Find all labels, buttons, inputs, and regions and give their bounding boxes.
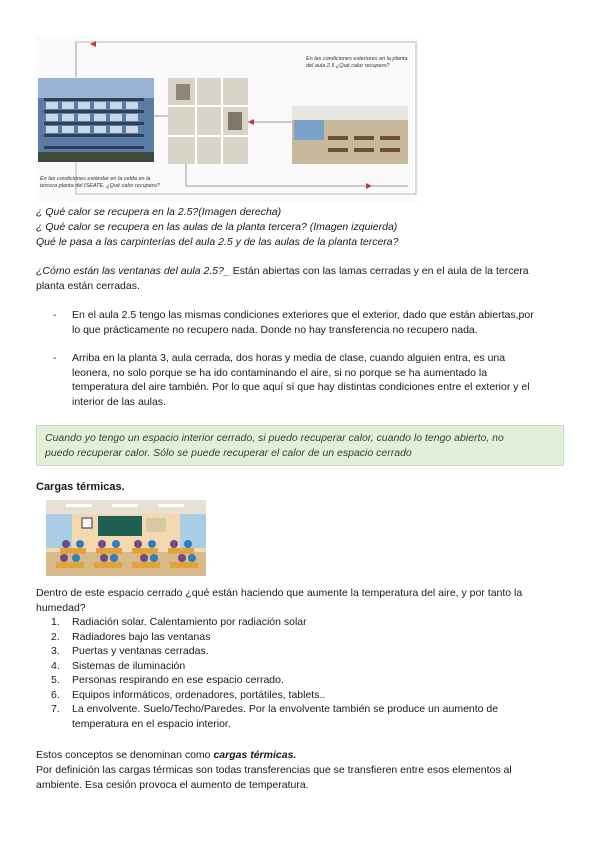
list-text: temperatura en el espacio interior. xyxy=(72,717,231,730)
intro-line: Dentro de este espacio cerrado ¿qué están haciendo que aumente la temperatura del aire, y por tanto la xyxy=(36,587,523,599)
list-text: Sistemas de iluminación xyxy=(72,659,186,672)
concept-term: cargas térmicas. xyxy=(213,749,297,761)
list-number: 4. xyxy=(51,659,60,672)
list-number: 7. xyxy=(51,703,60,715)
figure-right-caption: En las condiciones exteriores en la planta del aula 2.5 ¿Qué calor recupero? xyxy=(306,56,408,69)
windows-paragraph xyxy=(36,264,564,279)
thermal-loads-list xyxy=(51,615,561,731)
intro-paragraph xyxy=(36,586,564,615)
definition-line: ambiente. Esa cesión provoca el aumento de temperatura. xyxy=(36,778,309,791)
classroom-illustration xyxy=(46,500,206,576)
list-text: Radiadores bajo las ventanas xyxy=(72,630,211,643)
bullet-1-line: lo que prácticamente no recupero nada. Donde no hay transferencia no recupero nada. xyxy=(72,323,478,336)
question-1: ¿ Qué calor se recupera en la 2.5?(Imagen derecha) xyxy=(36,206,282,218)
list-text: Equipos informáticos, ordenadores, portátiles, tablets.. xyxy=(72,688,326,701)
bullet-1-mark: - xyxy=(53,309,57,321)
concept-prefix: Estos conceptos se denominan como xyxy=(36,749,214,761)
section-heading: Cargas térmicas. xyxy=(36,481,125,493)
list-number: 6. xyxy=(51,688,60,701)
list-item xyxy=(51,615,561,630)
list-text: Puertas y ventanas cerradas. xyxy=(72,645,209,657)
list-number: 5. xyxy=(51,674,60,686)
bullet-1-text xyxy=(72,308,567,337)
windows-question: ¿Cómo están las ventanas del aula 2.5?_ xyxy=(36,265,230,277)
concept-sentence xyxy=(36,748,296,763)
intro-line: humedad? xyxy=(36,601,86,614)
question-3: Qué le pasa a las carpinterías del aula 2.5 y de las aulas de la planta tercera? xyxy=(36,236,399,248)
note-line: Cuando yo tengo un espacio interior cerrado, si puedo recuperar calor, cuando lo tengo abierto, no xyxy=(45,432,504,444)
definition-line: Por definición las cargas térmicas son todas transferencias que se transfieren entre esos elementos al xyxy=(36,764,512,776)
list-item xyxy=(51,688,561,703)
windows-answer-line1: Están abiertas con las lamas cerradas y en el aula de la tercera xyxy=(229,265,529,277)
classroom-drawing xyxy=(46,500,206,576)
definition-paragraph xyxy=(36,763,564,792)
bullet-2-text xyxy=(72,351,567,409)
list-item xyxy=(51,673,561,688)
windows-answer-line2: planta están cerradas. xyxy=(36,280,140,292)
list-item xyxy=(51,644,561,659)
bullet-2-line: Arriba en la planta 3, aula cerrada, dos horas y media de clase, cuando alguien entra, es una xyxy=(72,352,506,364)
list-number: 2. xyxy=(51,630,60,643)
list-text: Radiación solar. Calentamiento por radiación solar xyxy=(72,616,307,628)
list-item xyxy=(51,702,561,731)
figure-building-classroom xyxy=(36,36,418,202)
bullet-2-mark: - xyxy=(53,352,57,364)
figure-left-caption: En las condiciones estándar en la celda en la tercera planta del ISEATE. ¿Qué calor recupero? xyxy=(40,176,160,189)
list-number: 1. xyxy=(51,616,60,628)
note-line: puedo recuperar calor. Sólo se puede recuperar el calor de un espacio cerrado xyxy=(45,447,412,459)
highlight-note xyxy=(36,425,564,466)
question-2: ¿ Qué calor se recupera en las aulas de la planta tercera? (Imagen izquierda) xyxy=(36,221,398,233)
bullet-1-line: En el aula 2.5 tengo las mismas condiciones exteriores que el exterior, dado que están abiertas,por xyxy=(72,309,534,321)
list-text: Personas respirando en ese espacio cerrado. xyxy=(72,674,284,686)
bullet-2-line: interior de las aulas. xyxy=(72,395,166,408)
bullet-2-line: temperatura del aire también. Por lo que aquí sí que hay distintas condiciones entre el exterior y el xyxy=(72,381,530,393)
list-item xyxy=(51,630,561,645)
bullet-2-line: leonera, no solo porque se ha ido contaminando el aire, si no porque se ha aumentado la xyxy=(72,366,488,379)
list-number: 3. xyxy=(51,645,60,657)
list-item xyxy=(51,659,561,674)
list-text: La envolvente. Suelo/Techo/Paredes. Por la envolvente también se produce un aumento de xyxy=(72,703,499,715)
